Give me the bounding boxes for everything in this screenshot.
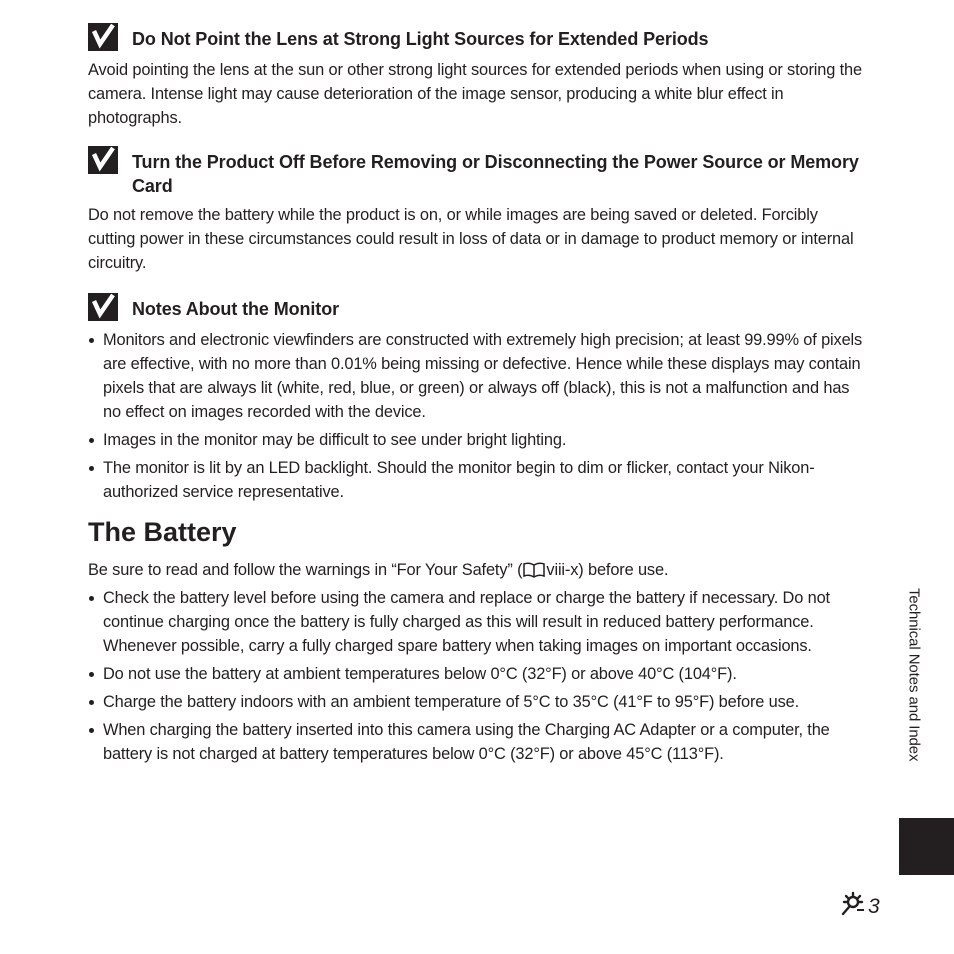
section-title: The Battery <box>88 517 237 547</box>
list-item: Do not use the battery at ambient temperatures below 0°C (32°F) or above 40°C (104°F). <box>88 662 868 686</box>
battery-intro <box>88 558 868 585</box>
list-item: Check the battery level before using the camera and replace or charge the battery if necessary. Do not continue charging once the battery is fully charged as this will result in reduced battery performance. Whenever possible, carry a fully charged spare battery when taking images on important occasions. <box>88 586 868 658</box>
intro-text: Be sure to read and follow the warnings in “For Your Safety” ( <box>88 561 523 579</box>
note-title: Turn the Product Off Before Removing or Disconnecting the Power Source or Memory Card <box>132 152 859 196</box>
intro-reference: viii-x) before use. <box>546 561 669 579</box>
note-title: Notes About the Monitor <box>132 299 340 319</box>
list-item: When charging the battery inserted into this camera using the Charging AC Adapter or a computer, the battery is not charged at battery temperatures below 0°C (32°F) or above 45°C (113°F). <box>88 718 868 766</box>
note-lens-light <box>88 27 868 130</box>
list-item: Charge the battery indoors with an ambient temperature of 5°C to 35°C (41°F to 95°F) before use. <box>88 690 868 714</box>
list-item: Images in the monitor may be difficult to see under bright lighting. <box>88 428 868 452</box>
monitor-bullet-list <box>88 328 868 504</box>
list-item: The monitor is lit by an LED backlight. Should the monitor begin to dim or flicker, contact your Nikon-authorized service representative. <box>88 456 868 504</box>
section-side-label <box>898 588 930 804</box>
note-monitor <box>88 297 868 508</box>
check-mark-icon <box>88 293 118 321</box>
check-mark-icon <box>88 146 118 174</box>
battery-bullet-list <box>88 586 868 770</box>
section-tab-marker <box>899 818 954 875</box>
check-mark-icon <box>88 23 118 51</box>
note-title: Do Not Point the Lens at Strong Light Sources for Extended Periods <box>132 29 709 49</box>
note-power-off <box>88 150 868 275</box>
page-number <box>840 893 880 921</box>
side-label-text: Technical Notes and Index <box>905 588 923 762</box>
list-item: Monitors and electronic viewfinders are constructed with extremely high precision; at least 99.99% of pixels are effective, with no more than 0.01% being missing or defective. Hence while these displays may contain pixels that are always lit (white, red, blue, or green) or always off (black), this is not a malfunction and has no effect on images recorded with the device. <box>88 328 868 424</box>
book-reference-icon <box>523 561 545 585</box>
tools-icon <box>840 891 866 923</box>
note-body: Avoid pointing the lens at the sun or other strong light sources for extended periods when using or storing the camera. Intense light may cause deterioration of the image sensor, producing a white blur effect in photographs. <box>88 61 862 127</box>
note-body: Do not remove the battery while the product is on, or while images are being saved or deleted. Forcibly cutting power in these circumstances could result in loss of data or in damage to product memory or internal circuitry. <box>88 206 854 272</box>
page-number-text: 3 <box>868 895 880 918</box>
